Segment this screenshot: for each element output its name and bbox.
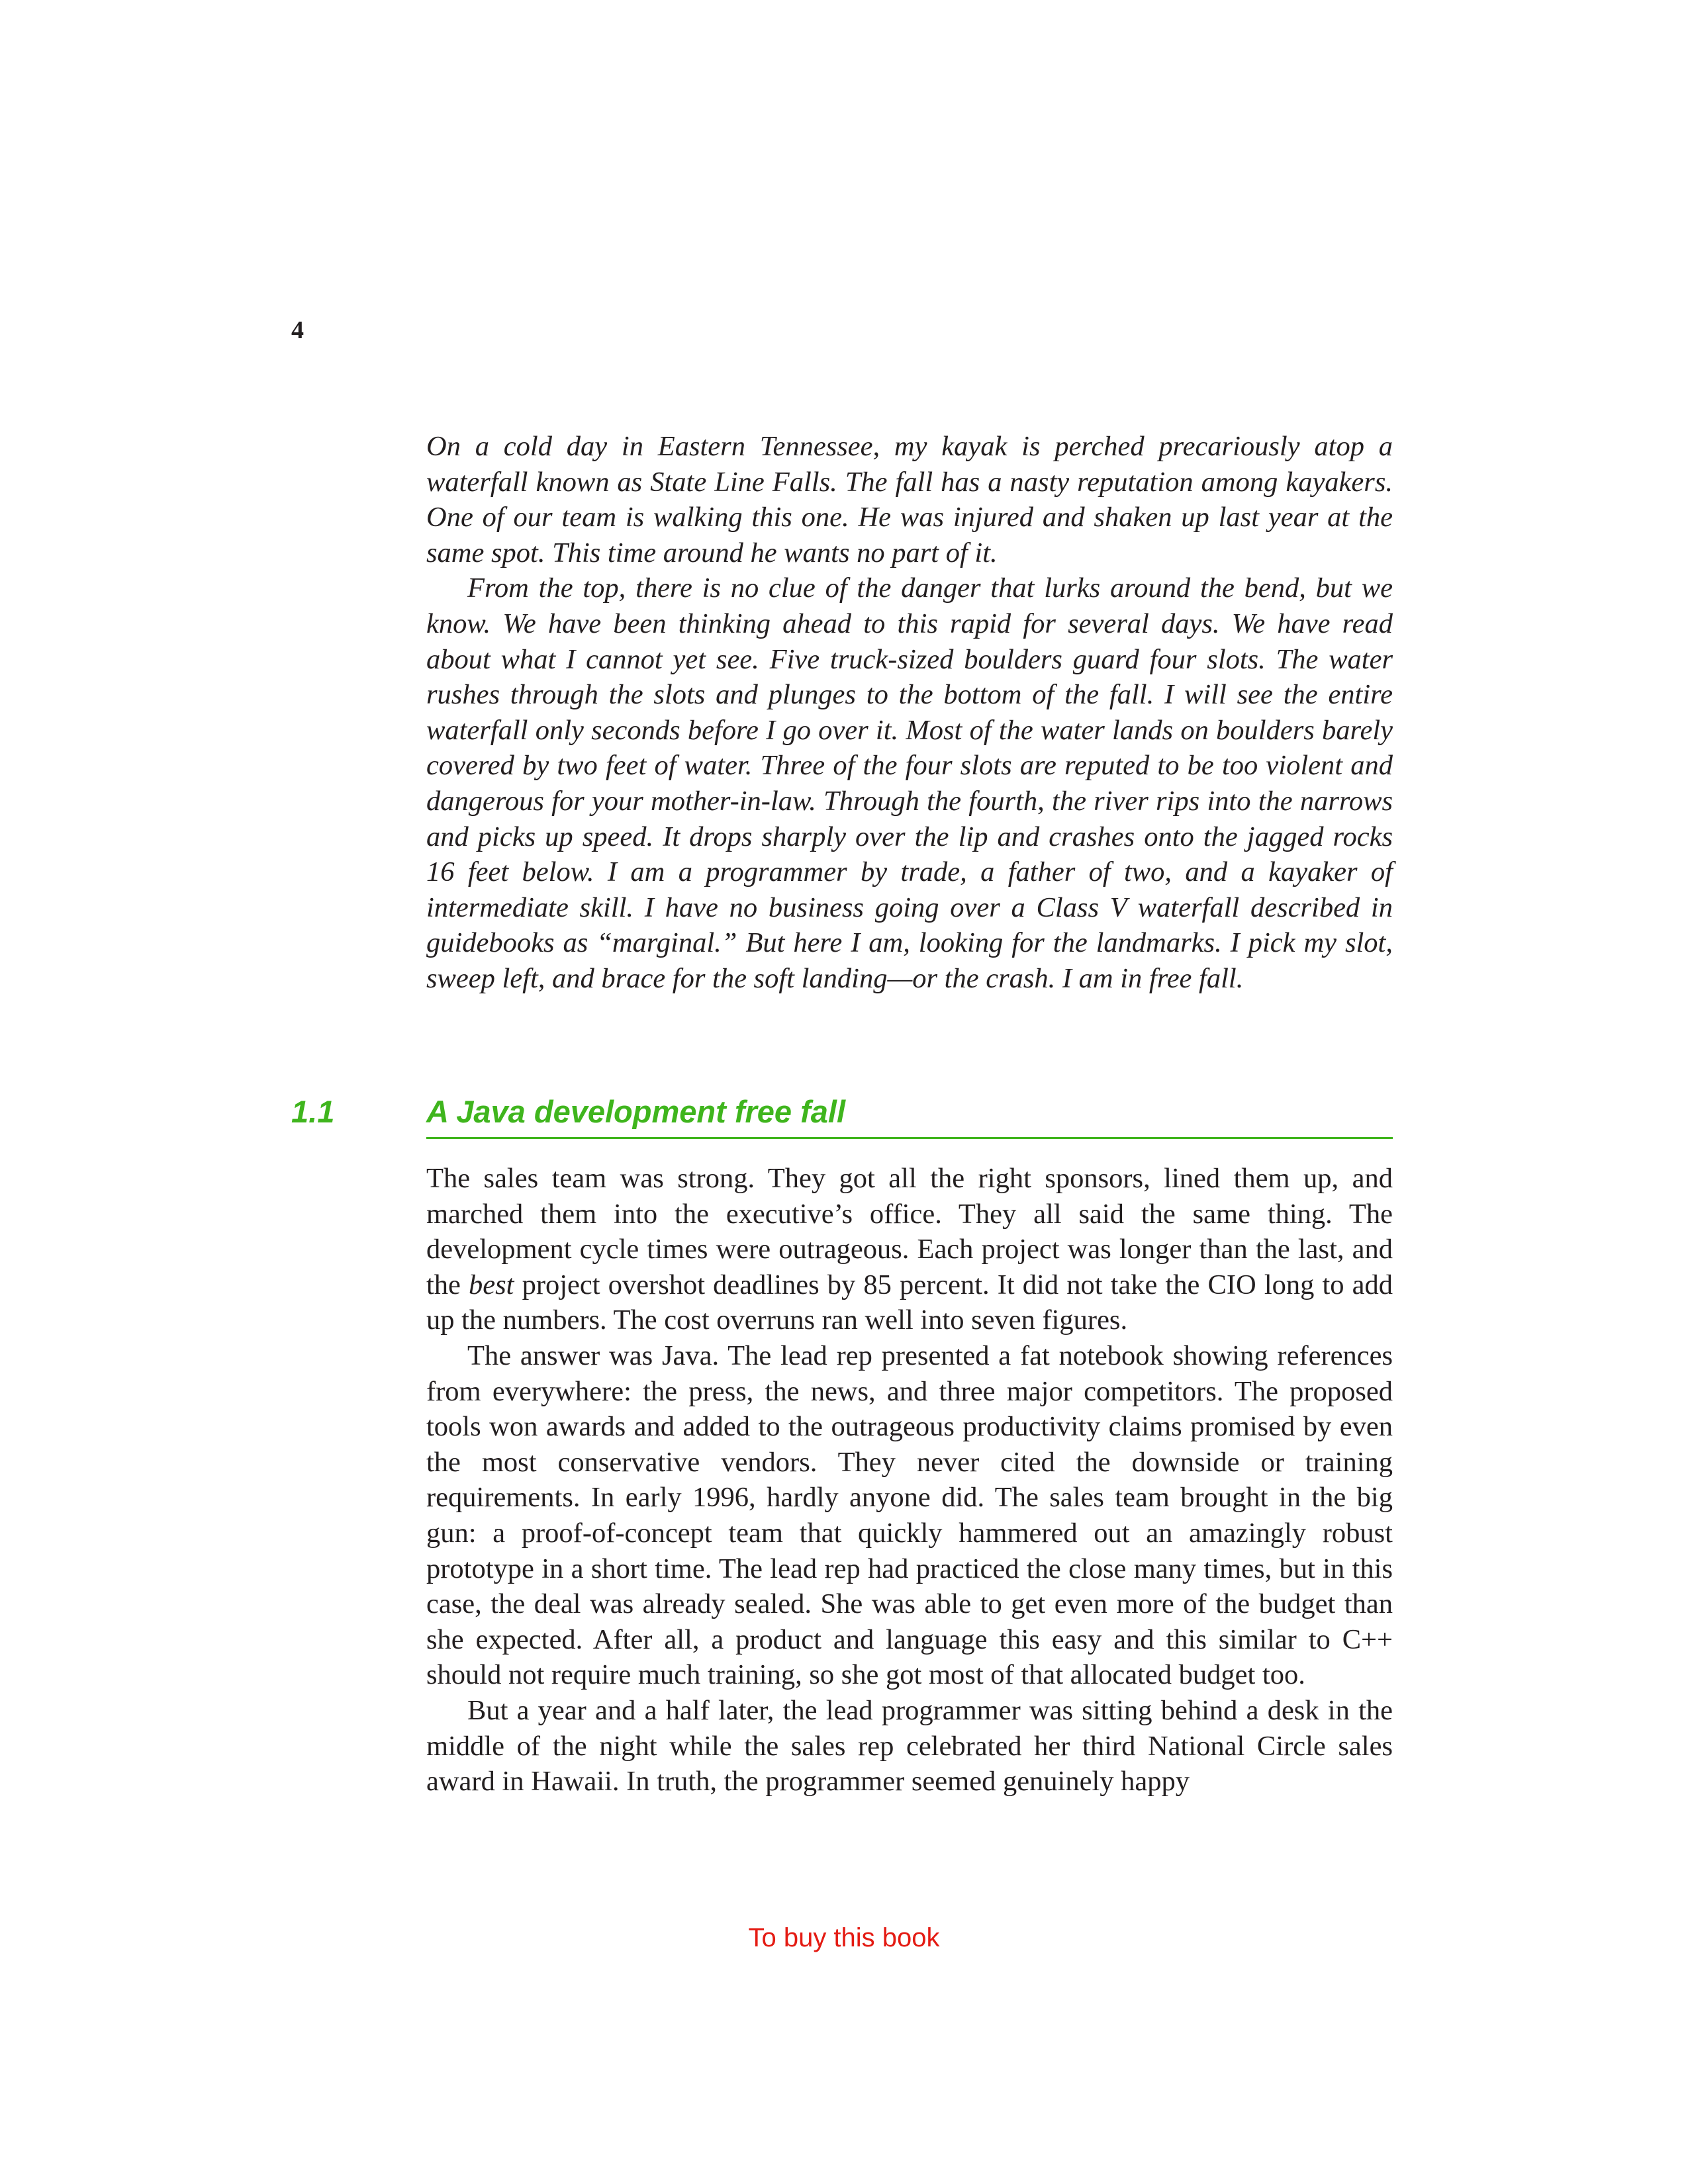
body-paragraph: But a year and a half later, the lead programmer was sitting behind a desk in the middle of the night while the sales rep celebrated her third National Circle sales award in Hawaii. In truth, the programmer seemed genuinely happy <box>426 1694 1393 1797</box>
epigraph-paragraph: From the top, there is no clue of the danger that lurks around the bend, but we know. We have been thinking ahead to this rapid for several days. We have read about what I cannot yet see. Five truck-sized boulders guard four slots. The water rushes through the slots and plunges to the bottom of the fall. I will see the entire waterfall only seconds before I go over it. Most of the water lands on boulders barely covered by two feet of water. Three of the four slots are reputed to be too violent and dangerous for your mother-in-law. Through the fourth, the river rips into the narrows and picks up speed. It drops sharply over the lip and crashes onto the jagged rocks 16 feet below. I am a programmer by trade, a father of two, and a kayaker of intermediate skill. I have no business going over a Class V waterfall described in guidebooks as “marginal.” But here I am, looking for the landmarks. I pick my slot, sweep left, and brace for the soft landing—or the crash. I am in free fall. <box>426 572 1393 994</box>
body-text-run: The sales team was strong. They got all the right sponsors, lined them up, and marched them into the executive’s office. They all said the same thing. The development cycle times were outrageous. Each project was longer than the last, and the <box>426 1163 1393 1300</box>
section-heading <box>291 1092 1393 1140</box>
section-title: A Java development free fall <box>426 1094 846 1129</box>
epigraph-paragraph: On a cold day in Eastern Tennessee, my kayak is perched precariously atop a waterfall known as State Line Falls. The fall has a nasty reputation among kayakers. One of our team is walking this one. He was injured and shaken up last year at the same spot. This time around he wants no part of it. <box>426 431 1393 569</box>
epigraph <box>426 429 1393 997</box>
section-number: 1.1 <box>291 1094 335 1129</box>
body-paragraph <box>426 1161 1393 1338</box>
page-number: 4 <box>291 316 304 344</box>
body-paragraph: The answer was Java. The lead rep presented a fat notebook showing references from everywhere: the press, the news, and three major competitors. The proposed tools won awards and added to the outrageous productivity claims promised by even the most conservative vendors. They never cited the downside or training requirements. In early 1996, hardly anyone did. The sales team brought in the big gun: a proof-of-concept team that quickly hammered out an amazingly robust prototype in a short time. The lead rep had practiced the close many times, but in this case, the deal was already sealed. She was able to get even more of the budget than she expected. After all, a product and language this easy and this similar to C++ should not require much training, so she got most of that allocated budget too. <box>426 1340 1393 1691</box>
buy-book-link[interactable]: To buy this book <box>748 1923 940 1952</box>
body-text <box>426 1161 1393 1799</box>
body-text-run: project overshot deadlines by 85 percent. It did not take the CIO long to add up the numbers. The cost overruns ran well into seven figures. <box>426 1269 1393 1336</box>
emphasis-text: best <box>469 1269 514 1300</box>
section-rule <box>426 1137 1393 1139</box>
